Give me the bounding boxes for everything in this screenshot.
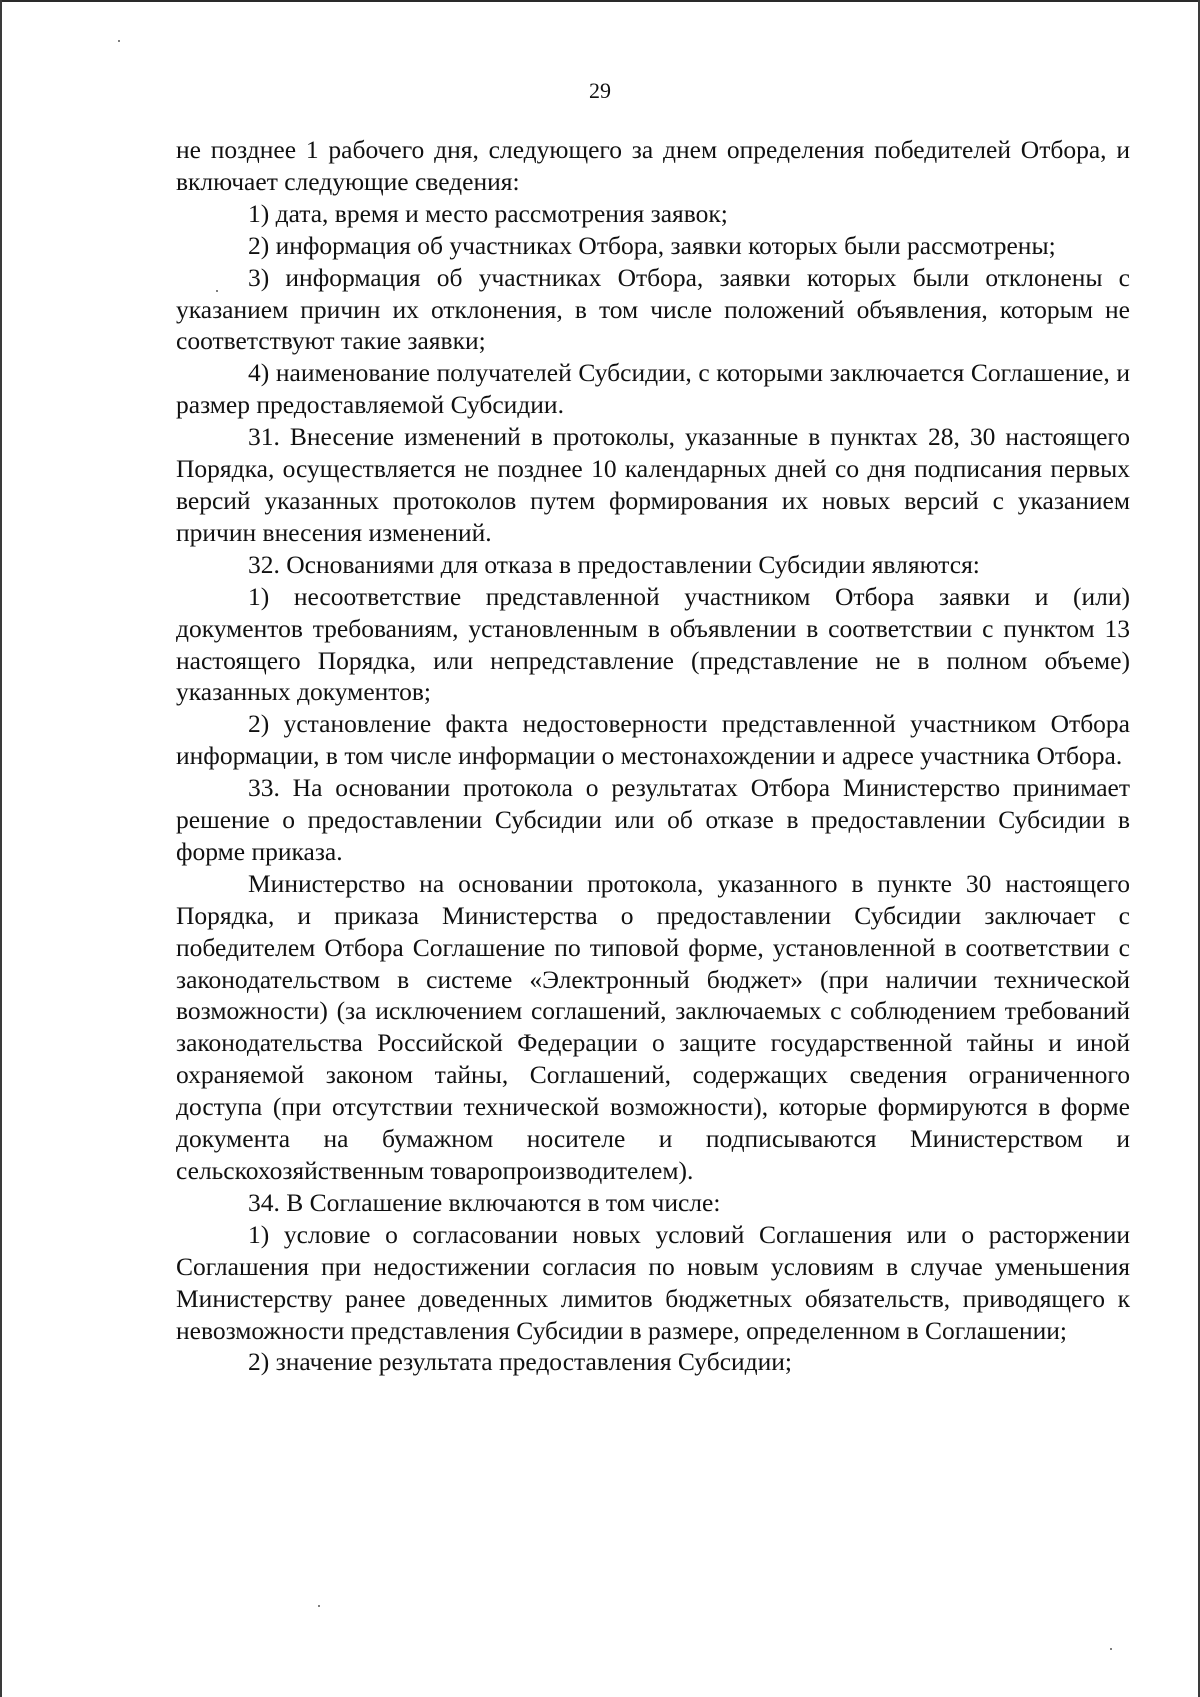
clause-31: 31. Внесение изменений в протоколы, указанные в пунктах 28, 30 настоящего Порядка, осуществляется не позднее 10 календарных дней со дня подписания первых версий указанных протоколов путем формирования их новых версий с указанием причин внесения изменений. <box>176 422 1130 547</box>
clause-32: 32. Основаниями для отказа в предоставлении Субсидии являются: <box>248 549 980 579</box>
scan-speck <box>1110 1648 1112 1650</box>
clause-34: 34. В Соглашение включаются в том числе: <box>248 1187 721 1217</box>
clause-33: 33. На основании протокола о результатах Отбора Министерство принимает решение о предоставлении Субсидии или об отказе в предоставлении Субсидии в форме приказа. <box>176 773 1130 866</box>
list-item-1-date: 1) дата, время и место рассмотрения заявок; <box>248 198 728 228</box>
clause-32-item-2: 2) установление факта недостоверности представленной участником Отбора информации, в том числе информации о местонахождении и адресе участника Отбора. <box>176 709 1130 771</box>
scan-left-edge <box>0 0 2 1697</box>
clause-34-item-2: 2) значение результата предоставления Субсидии; <box>248 1347 793 1377</box>
clause-33-agreement: Министерство на основании протокола, указанного в пункте 30 настоящего Порядка, и приказа Министерства о предоставлении Субсидии заключает с победителем Отбора Соглашение по типовой форме, установленной в соответствии с законодательством в системе «Электронный бюджет» (при наличии технической возможности) (за исключением соглашений, заключаемых с соблюдением требований законодательства Российской Федерации о защите государственной тайны и иной охраняемой законом тайны, Соглашений, содержащих сведения ограниченного доступа (при отсутствии технической возможности), которые формируются в форме документа на бумажном носителе и подписываются Министерством и сельскохозяйственным товаропроизводителем). <box>176 868 1130 1185</box>
list-item-2-reviewed: 2) информация об участниках Отбора, заявки которых были рассмотрены; <box>248 230 1056 260</box>
clause-32-item-1: 1) несоответствие представленной участником Отбора заявки и (или) документов требованиям, установленным в объявлении в соответствии с пунктом 13 настоящего Порядка, или непредставление (представление не в полном объеме) указанных документов; <box>176 581 1130 707</box>
document-body <box>176 134 1130 1378</box>
list-item-4-recipients: 4) наименование получателей Субсидии, с которыми заключается Соглашение, и размер предоставляемой Субсидии. <box>176 358 1130 420</box>
scan-speck <box>318 1605 320 1607</box>
page-number: 29 <box>589 78 611 103</box>
list-item-3-rejected: 3) информация об участниках Отбора, заявки которых были отклонены с указанием причин их отклонения, в том числе положений объявления, которым не соответствуют такие заявки; <box>176 262 1130 356</box>
scan-top-edge <box>0 0 1200 2</box>
clause-34-item-1: 1) условие о согласовании новых условий Соглашения или о расторжении Соглашения при недостижении согласия по новым условиям в случае уменьшения Министерству ранее доведенных лимитов бюджетных обязательств, приводящего к невозможности представления Субсидии в размере, определенном в Соглашении; <box>176 1219 1130 1345</box>
paragraph-continuation: не позднее 1 рабочего дня, следующего за днем определения победителей Отбора, и включает следующие сведения: <box>176 135 1130 196</box>
scan-speck <box>118 40 120 42</box>
